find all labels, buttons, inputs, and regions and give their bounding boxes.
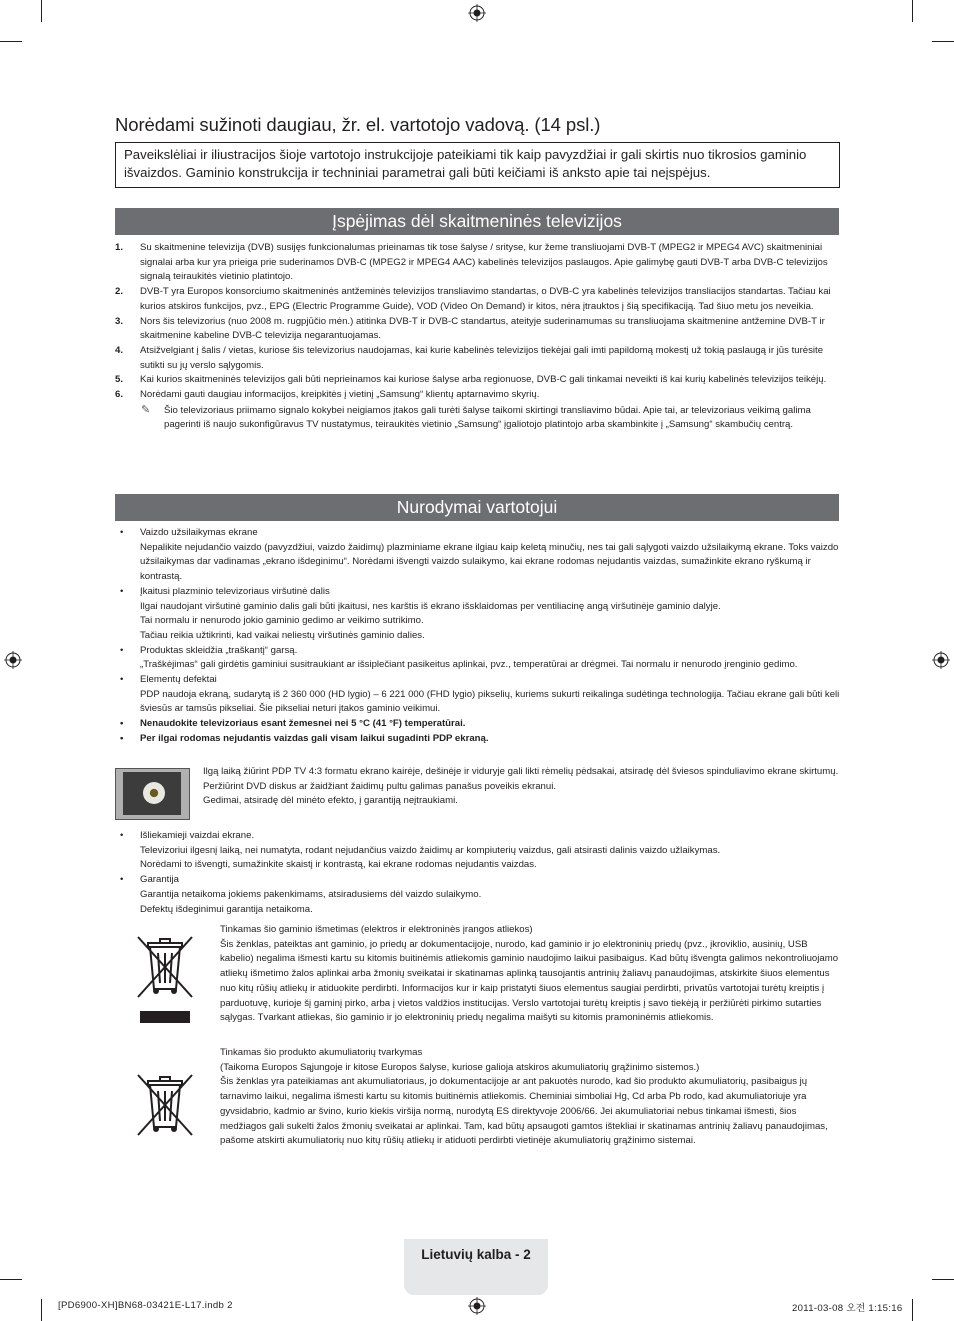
file-info: [PD6900-XH]BN68-03421E-L17.indb 2	[58, 1300, 233, 1311]
crop-mark	[912, 1299, 913, 1321]
list-item: • Nenaudokite televizoriaus esant žemesnei nei 5 °C (41 °F) temperatūrai.	[120, 718, 466, 730]
registration-mark-icon	[468, 4, 486, 22]
list-item: 4. Atsižvelgiant į šalis / vietas, kuriose šis televizorius naudojamas, kai kurie kabelinės televizijos tiekėjai gali imti papildomą mokestį už tokią paslaugą ir jūs turėsite sutikti su jų verslo sąlygomis.	[115, 344, 824, 371]
user-instructions-list	[115, 526, 840, 747]
section-title-digital-tv: Įspėjimas dėl skaitmeninės televizijos	[115, 208, 839, 235]
list-item: 1. Su skaitmenine televizija (DVB) susijęs funkcionalumas prieinamas tik tose šalyse / srityse, kur žeme transliuojami DVB-T (MPEG2 ir MPEG4 AVC) skaitmeniniai signalai arba kur yra prieiga prie suderinamos DVB-C (MPEG2 ir MPEG4 AAC) kabelinės televizijos paslaugos. Apie galimybę gauti DVB-T arba DVB-C televizijos signalą teiraukitės vietinio platintojo.	[115, 242, 828, 283]
flower-image	[143, 782, 165, 804]
list-item: • Garantija Garantija netaikoma jokiems pakenkimams, atsiradusiems dėl vaizdo sulaikymo. Defektų išdeginimui garantija netaikoma.	[120, 874, 482, 915]
list-item: • Įkaitusi plazminio televizoriaus viršutinė dalis Ilgai naudojant viršutinė gaminio dalis gali būti įkaitusi, nes karštis iš ekrano išsklaidomas per ventiliacinę angą viršutinėje gaminio dalyje. Tai normalu ir nenurodo jokio gaminio gedimo ar veikimo sutrikimo. Tačiau reikia užtikrinti, kad vaikai neliestų viršutinės gaminio dalies.	[120, 585, 721, 641]
registration-mark-icon	[468, 1297, 486, 1315]
pen-note-icon: ✎	[141, 403, 151, 416]
weee-disposal-section: Tinkamas šio gaminio išmetimas (elektros ir elektroninės įrangos atliekos) Šis ženklas, pateiktas ant gaminio, jo priedų ar dokumentacijoje, nurodo, kad gaminio ir jo elektroninių priedų (pvz., įkroviklio, ausinių, USB kabelio) negalima išmesti kartu su kitomis buitinėmis atliekomis gaminio naudojimo laikui pasibaigus. Kad būtų išvengta galimos nekontroliuojamo atliekų išmetimo žalos aplinkai arba žmonių sveikatai ir skatinamas aplinką tausojantis antrinių žaliavų panaudojimas, atskirkite šiuos elementus nuo kitų rūšių atliekų ir atiduokite perdirbti. Informacijos kur ir kaip pristatyti šiuos elementus saugiai perdirbti, privatūs vartotojai turėtų kreiptis į parduotuvę, kurioje šį gaminį pirko, arba į vietos valdžios institucijas. Verslo vartotojai turėtų kreiptis į savo tiekėją ir peržiūrėti pirkimo sutarties sąlygas. Tvarkant atliekas, šio gaminio ir jo elektroninių priedų negalima maišyti su kitomis pramoninėmis atliekomis.	[220, 924, 839, 1024]
crossed-bin-icon	[134, 1069, 196, 1141]
list-item: • Elementų defektai PDP naudoja ekraną, sudarytą iš 2 360 000 (HD lygio) – 6 221 000 (FHD lygio) pikselių, kuriems sukurti reikalinga sudėtinga technologija. Tačiau ekrane gali būti keli šviesūs ar tamsūs pikseliai. Šie pikseliai neturi įtakos gaminio veikimui.	[120, 674, 840, 715]
crop-mark	[932, 1279, 954, 1280]
list-item: • Išliekamieji vaizdai ekrane. Televizoriui ilgesnį laiką, nei numatyta, rodant nejudančius vaizdo žaidimų ar kompiuterių vaizdus, gali atsirasti dalinis vaizdo užlaikymas. Norėdami to išvengti, sumažinkite skaistį ir kontrastą, kai ekrane rodomas nejudantis vaizdas.	[120, 830, 721, 871]
registration-mark-icon	[4, 651, 22, 669]
note: ✎ Šio televizoriaus priimamo signalo kokybei neigiamos įtakos gali turėti šalyse taikomi skirtingi transliavimo būdai. Apie tai, ar televizoriaus veikimą galima pagerinti iš naujo sukonfigūravus TV nustatymus, teiraukitės vietinio „Samsung“ įgaliotojo platintojo arba skambinkite į „Samsung“ skambučių centrą.	[141, 403, 811, 431]
crop-mark	[932, 41, 954, 42]
digital-tv-list	[115, 241, 840, 433]
registration-mark-icon	[932, 651, 950, 669]
crop-mark	[912, 0, 913, 22]
page-heading: Norėdami sužinoti daugiau, žr. el. vartotojo vadovą. (14 psl.)	[115, 114, 601, 135]
crop-mark	[0, 41, 22, 42]
list-item: • Produktas skleidžia „traškantį“ garsą. „Traškėjimas“ gali girdėtis gaminiui susitraukiant ar išsiplečiant pasikeitus aplinkai, pvz., temperatūrai ar drėgmei. Tai normalu ir nenurodo įrenginio gedimo.	[120, 644, 798, 671]
page-number-tab: Lietuvių kalba - 2	[404, 1239, 548, 1295]
crossed-bin-icon	[134, 931, 196, 1023]
user-instructions-list-2	[115, 829, 840, 917]
battery-disposal-section: Tinkamas šio produkto akumuliatorių tvarkymas (Taikoma Europos Sąjungoje ir kitose Europos šalyse, kuriose galioja atskiros akumuliatorių grąžinimo sistemos.) Šis ženklas yra pateikiamas ant akumuliatoriaus, jo dokumentacijoje ar ant pakuotės nurodo, kad šio produkto akumuliatorių, pasibaigus jų tarnavimo laikui, negalima išmesti kartu su kitomis buitinėmis atliekomis. Cheminiai simboliai Hg, Cd arba Pb rodo, kad akumuliatoriuje yra gyvsidabrio, kadmio ar švino, kurio kiekis viršija normą, nurodytą ES direktyvoje 2006/66. Jei akumuliatoriai nebus tinkamai išmesti, šios medžiagos gali sukelti žalos žmonių sveikatai ar aplinkai. Tam, kad būtų apsaugoti gamtos ištekliai ir skatinamas antrinių žaliavų panaudojimas, pašome atskirti akumuliatorių nuo kitų rūšių atliekų ir atiduoti perdirbti vietinėje akumuliatorių grąžinimo sistemai.	[220, 1047, 828, 1147]
list-item: 2. DVB-T yra Europos konsorciumo skaitmeninės antžeminės televizijos transliavimo standartas, o DVB-C yra kabelinės televizijos transliacijos standartas. Tačiau kai kurios atskiros funkcijos, pvz., EPG (Electric Programme Guide), VOD (Video On Demand) ir kitos, nėra įtrauktos į šią specifikaciją. Tad šiuo metu jos neveikia.	[115, 286, 831, 312]
tv-screen-illustration	[115, 768, 190, 820]
crop-mark	[41, 1299, 42, 1321]
list-item: • Vaizdo užsilaikymas ekrane Nepalikite nejudančio vaizdo (pavyzdžiui, vaizdo žaidimų) plazminiame ekrane ilgiau kaip keletą minučių, nes tai gali sąlygoti vaizdo užsilaikymą ekrane. Toks vaizdo užsilaikymas dar vadinamas „ekrano išdeginimu“. Norėdami išvengti vaizdo sulaikymo, kai ekrane rodomas nejudantis vaizdas, sumažinkite ekrano ryškumą ir kontrastą.	[120, 527, 839, 583]
list-item: 3. Nors šis televizorius (nuo 2008 m. rugpjūčio mėn.) atitinka DVB-T ir DVB-C standartus, ateityje suderinamumas su transliuojama skaitmenine antžemine DVB-T ir skaitmenine kabeline DVB-C televizija negarantuojamas.	[115, 315, 825, 342]
disclaimer-box: Paveikslėliai ir iliustracijos šioje vartotojo instrukcijoje pateikiami tik kaip pavyzdžiai ir gali skirtis nuo tikrosios gaminio išvaizdos. Gaminio konstrukcija ir techniniai parametrai gali būti keičiami iš anksto apie tai neįspėjus.	[115, 142, 840, 188]
crop-mark	[41, 0, 42, 22]
print-date: 2011-03-08 오전 1:15:16	[792, 1303, 903, 1314]
list-item: 6. Norėdami gauti daugiau informacijos, kreipkitės į vietinį „Samsung“ klientų aptarnavimo skyrių.	[115, 389, 540, 401]
crop-mark	[0, 1279, 22, 1280]
list-item: 5. Kai kurios skaitmeninės televizijos gali būti neprieinamos kai kuriose šalyse arba regionuose, DVB-C gali tinkamai neveikti iš kai kurių kabelinės televizijos teikėjų.	[115, 374, 827, 386]
tv-burn-in-note: Ilgą laiką žiūrint PDP TV 4:3 formatu ekrano kairėje, dešinėje ir viduryje gali likti rėmelių pėdsakai, atsiradę dėl šviesos spinduliavimo ekrane skirtumų. Peržiūrint DVD diskus ar žaidžiant žaidimų pultu galimas panašus poveikis ekranui. Gedimai, atsiradę dėl minėto efekto, į garantiją neįtraukiami.	[203, 766, 839, 807]
list-item: • Per ilgai rodomas nejudantis vaizdas gali visam laikui sugadinti PDP ekraną.	[120, 732, 489, 744]
section-title-user-instructions: Nurodymai vartotojui	[115, 494, 839, 521]
